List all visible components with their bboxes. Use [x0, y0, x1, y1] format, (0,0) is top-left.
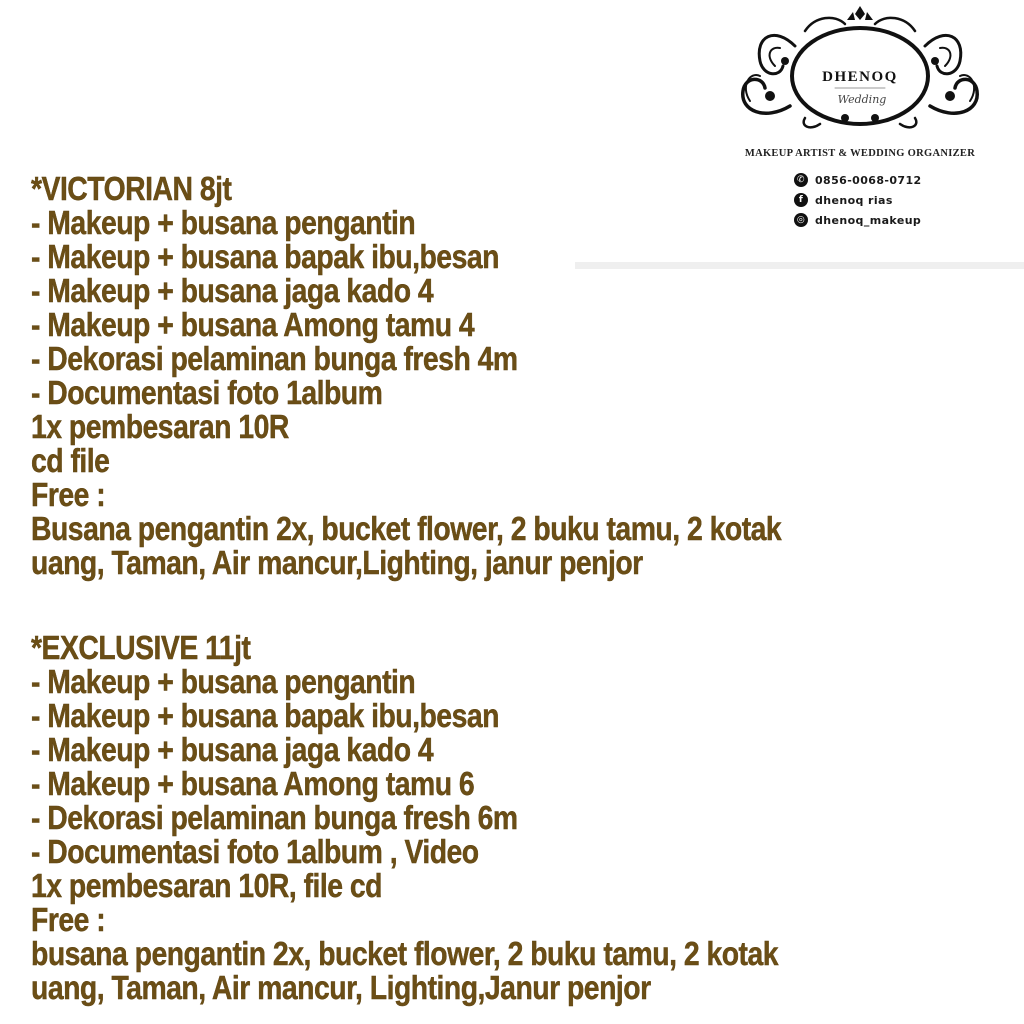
package-list: [31, 172, 903, 1005]
package-free-items: uang, Taman, Air mancur, Lighting,Janur penjor: [31, 969, 651, 1006]
contact-instagram-handle: dhenoq_makeup: [815, 213, 922, 227]
brand-logo: [735, 6, 985, 136]
package-free-items: Busana pengantin 2x, bucket flower, 2 buku tamu, 2 kotak: [31, 510, 782, 547]
package-item: - Makeup + busana Among tamu 4: [31, 306, 475, 343]
package-item: - Makeup + busana pengantin: [31, 663, 416, 700]
package-item: 1x pembesaran 10R: [31, 408, 289, 445]
instagram-icon: ◎: [794, 213, 808, 227]
package-item: - Makeup + busana jaga kado 4: [31, 731, 434, 768]
section-gap: [31, 580, 903, 631]
package-item: - Documentasi foto 1album , Video: [31, 833, 479, 870]
package-item: - Makeup + busana pengantin: [31, 204, 416, 241]
package-item: - Dekorasi pelaminan bunga fresh 4m: [31, 340, 518, 377]
package-free-items: uang, Taman, Air mancur,Lighting, janur penjor: [31, 544, 643, 581]
package-item: 1x pembesaran 10R, file cd: [31, 867, 382, 904]
svg-text:Wedding: Wedding: [837, 93, 887, 106]
package-item: cd file: [31, 442, 110, 479]
whatsapp-icon: ✆: [794, 173, 808, 187]
package-item: - Makeup + busana Among tamu 6: [31, 765, 475, 802]
package-free-label: Free :: [31, 901, 106, 938]
contact-facebook-name: dhenoq rias: [815, 193, 893, 207]
package-victorian: [31, 172, 903, 580]
package-item: - Makeup + busana bapak ibu,besan: [31, 238, 499, 275]
ornamental-frame-icon: [735, 6, 985, 136]
package-free-items: busana pengantin 2x, bucket flower, 2 buku tamu, 2 kotak: [31, 935, 779, 972]
contact-phone: 0856-0068-0712: [815, 173, 922, 187]
package-title: *EXCLUSIVE 11jt: [31, 629, 251, 666]
package-title: *VICTORIAN 8jt: [31, 170, 232, 207]
svg-text:DHENOQ: DHENOQ: [822, 69, 898, 85]
brand-tagline: MAKEUP ARTIST & WEDDING ORGANIZER: [744, 148, 976, 159]
package-item: - Makeup + busana bapak ibu,besan: [31, 697, 499, 734]
package-item: - Makeup + busana jaga kado 4: [31, 272, 434, 309]
package-item: - Dekorasi pelaminan bunga fresh 6m: [31, 799, 518, 836]
facebook-icon: f: [794, 193, 808, 207]
package-item: - Documentasi foto 1album: [31, 374, 383, 411]
package-free-label: Free :: [31, 476, 106, 513]
package-exclusive: [31, 631, 903, 1005]
